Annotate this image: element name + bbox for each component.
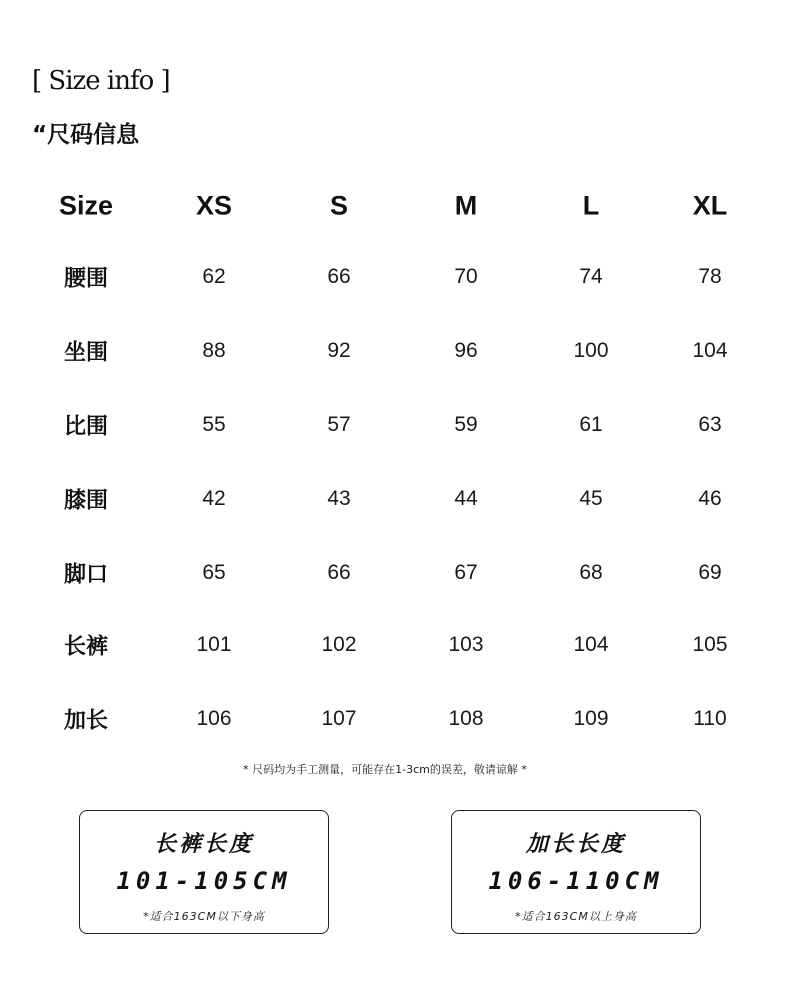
regular-length-range: 101-105CM [116,867,292,895]
measurement-value: 107 [321,707,357,730]
regular-length-box [79,810,329,934]
measurement-value: 96 [454,339,478,362]
measurement-value: 69 [698,561,722,584]
size-header-l: L [582,190,600,221]
measurement-value: 100 [573,339,609,362]
measurement-value: 74 [579,265,603,288]
extended-length-box [451,810,701,934]
size-header-m: M [454,190,478,221]
measurement-label: 加长 [63,708,109,734]
measurement-value: 67 [454,561,478,584]
regular-length-note: *适合163CM以下身高 [143,910,265,923]
size-header-s: S [329,190,349,221]
measurement-value: 63 [698,413,722,436]
measurement-value: 104 [692,339,728,362]
measurement-value: 55 [202,413,226,436]
measurement-label: 腰围 [63,266,109,292]
measurement-value: 66 [327,561,351,584]
measurement-label: 长裤 [63,634,109,660]
measurement-value: 88 [202,339,226,362]
measurement-value: 102 [321,633,357,656]
measurement-value: 109 [573,707,609,730]
measurement-label: 比围 [63,414,109,440]
measurement-value: 65 [202,561,226,584]
regular-length-title: 长裤长度 [153,832,254,857]
measurement-value: 101 [196,633,232,656]
measurement-value: 104 [573,633,609,656]
measurement-value: 45 [579,487,603,510]
extended-length-range: 106-110CM [488,867,664,895]
measurement-value: 44 [454,487,478,510]
measurement-value: 78 [698,265,722,288]
measurement-value: 66 [327,265,351,288]
measurement-value: 70 [454,265,478,288]
measurement-label: 脚口 [63,562,109,588]
size-info-heading-cn: “尺码信息 [32,122,140,148]
measurement-value: 43 [327,487,351,510]
size-header-xs: XS [195,190,233,221]
measurement-label: 坐围 [63,340,109,366]
measurement-value: 92 [327,339,351,362]
measurement-value: 108 [448,707,484,730]
measurement-value: 57 [327,413,351,436]
extended-length-title: 加长长度 [525,832,626,857]
measurement-value: 68 [579,561,603,584]
extended-length-note: *适合163CM以上身高 [515,910,637,923]
measurement-value: 106 [196,707,232,730]
measurement-value: 62 [202,265,226,288]
measurement-note: * 尺码均为手工测量，可能存在1-3cm的误差，敬请谅解 * [243,763,527,776]
size-header-xl: XL [692,190,728,221]
measurement-value: 59 [454,413,478,436]
measurement-value: 110 [693,707,727,730]
measurement-value: 103 [448,633,484,656]
measurement-value: 42 [202,487,226,510]
measurement-value: 61 [579,413,603,436]
size-info-heading: [ Size info ] [32,66,170,96]
measurement-label: 膝围 [63,488,109,514]
measurement-value: 105 [692,633,728,656]
size-column-header: Size [58,190,114,221]
measurement-value: 46 [698,487,722,510]
